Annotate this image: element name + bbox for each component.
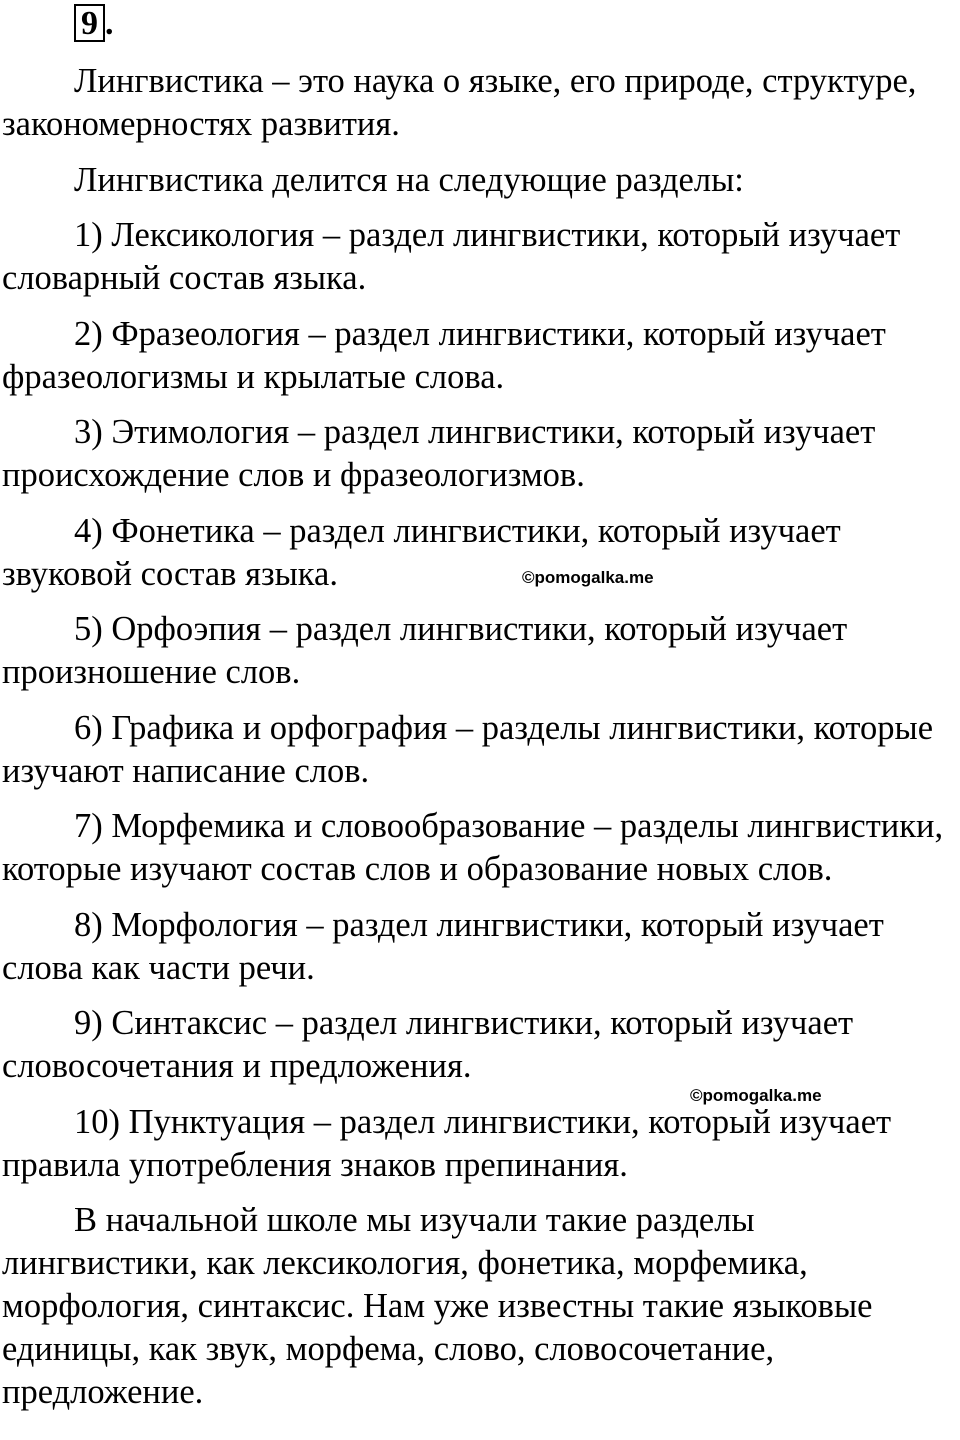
task-number-box: 9: [74, 4, 105, 42]
task-number-suffix: .: [105, 5, 114, 42]
watermark: ©pomogalka.me: [690, 1086, 822, 1105]
list-item-lexicology: 1) Лексикология – раздел лингвистики, который изучает словарный состав языка.: [2, 216, 901, 297]
list-item-phonetics: 4) Фонетика – раздел лингвистики, который изучает звуковой состав языка.: [2, 511, 841, 593]
list-item-syntax: 9) Синтаксис – раздел лингвистики, который изучает словосочетания и предложения.: [2, 1004, 854, 1085]
list-item-morphology: 8) Морфология – раздел лингвистики, который изучает слова как части речи.: [2, 905, 884, 987]
paragraph-definition: Лингвистика – это наука о языке, его природе, структуре, закономерностях развития.: [2, 62, 917, 143]
paragraph-conclusion: В начальной школе мы изучали такие разделы лингвистики, как лексикология, фонетика, морфемика, морфология, синтаксис. Нам уже известны такие языковые единицы, как звук, морфема, слово, словосочетание, предложение.: [2, 1201, 873, 1411]
list-item-etymology: 3) Этимология – раздел лингвистики, который изучает происхождение слов и фразеологизмов.: [2, 413, 876, 494]
list-item-orthoepy: 5) Орфоэпия – раздел лингвистики, который изучает произношение слов.: [2, 610, 848, 691]
list-item-punctuation: 10) Пунктуация – раздел лингвистики, который изучает правила употребления знаков препинания.: [2, 1102, 892, 1184]
answer-text: [2, 60, 958, 1427]
list-item-morphemics: 7) Морфемика и словообразование – разделы лингвистики, которые изучают состав слов и образование новых слов.: [2, 807, 944, 888]
task-number: [74, 4, 114, 42]
list-item-phraseology: 2) Фразеология – раздел лингвистики, который изучает фразеологизмы и крылатые слова.: [2, 314, 886, 396]
watermark: ©pomogalka.me: [522, 568, 654, 587]
list-item-graphics-orthography: 6) Графика и орфография – разделы лингвистики, которые изучают написание слов.: [2, 708, 934, 790]
paragraph-sections-intro: Лингвистика делится на следующие разделы:: [74, 160, 744, 199]
